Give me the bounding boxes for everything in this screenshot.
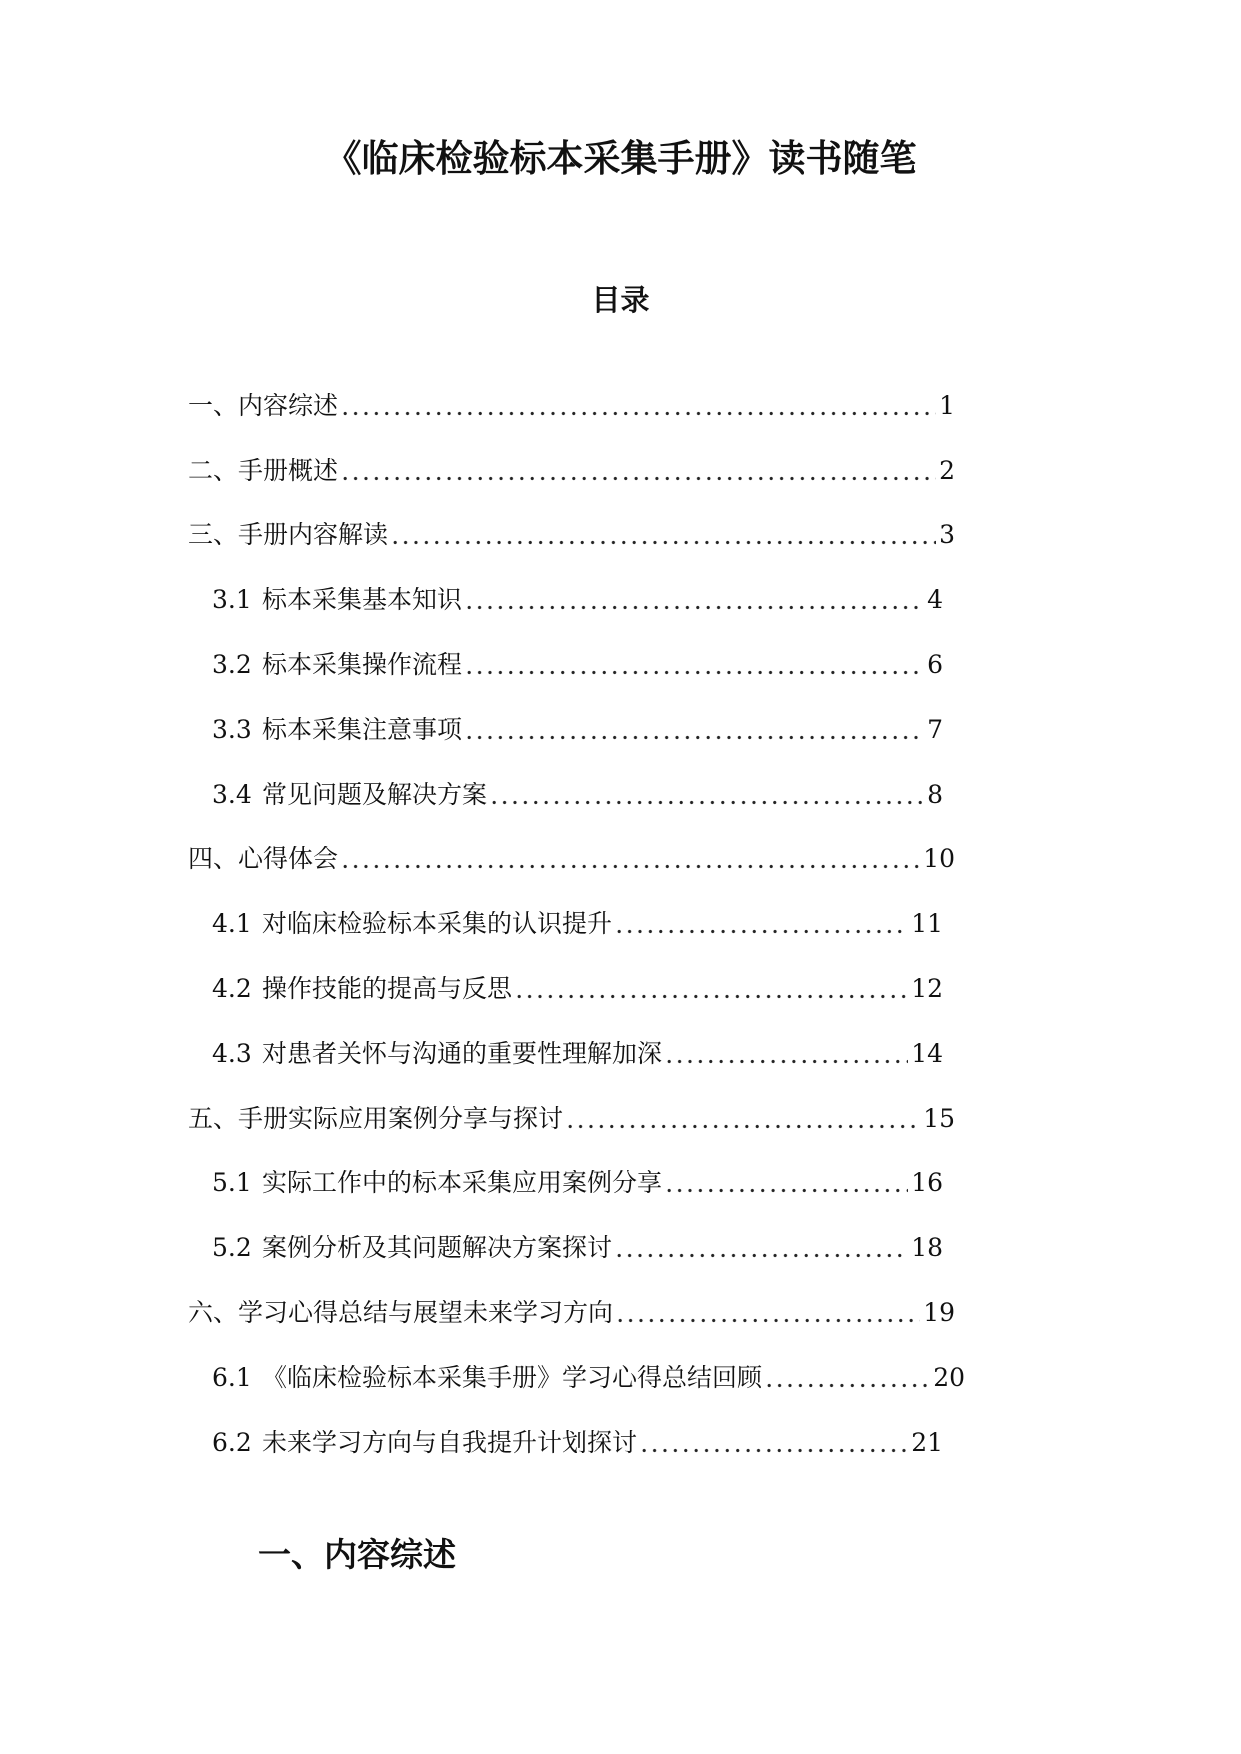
toc-entry-label: 对临床检验标本采集的认识提升 [262,911,613,937]
toc-leader-dots [464,717,924,742]
toc-entry-label: 五、手册实际应用案例分享与探讨 [188,1105,564,1131]
toc-leader-dots [340,846,920,871]
toc-entry-label: 案例分析及其问题解决方案探讨 [262,1235,613,1261]
toc-entry-label: 六、学习心得总结与展望未来学习方向 [188,1300,614,1326]
toc-entry-page-number: 20 [933,1362,965,1392]
toc-leader-dots [615,1300,920,1325]
toc-entry-label: 标本采集注意事项 [262,716,463,742]
toc-entry[interactable] [188,438,955,503]
toc-entry-number: 4.1 [212,909,252,939]
toc-entry-number: 4.2 [212,974,252,1004]
toc-entry-page-number: 1 [939,390,955,420]
toc-entry-label: 《临床检验标本采集手册》学习心得总结回顾 [262,1364,763,1390]
toc-entry-page-number: 18 [911,1233,943,1263]
toc-entry[interactable] [188,1086,955,1151]
toc-entry-page-number: 16 [911,1168,943,1198]
toc-entry-page-number: 21 [911,1427,943,1457]
toc-leader-dots [614,911,908,936]
toc-entry[interactable] [212,1151,943,1216]
toc-entry-page-number: 7 [927,714,943,744]
toc-entry-number: 3.4 [212,779,252,809]
toc-entry-number: 6.2 [212,1427,252,1457]
toc-entry-page-number: 12 [911,974,943,1004]
toc-entry-number: 5.1 [212,1168,252,1198]
toc-heading: 目录 [591,283,650,317]
toc-entry-label: 四、心得体会 [188,846,339,872]
toc-entry-label: 对患者关怀与沟通的重要性理解加深 [262,1040,663,1066]
toc-entry-number: 5.2 [212,1233,252,1263]
toc-entry[interactable] [212,956,943,1021]
toc-leader-dots [639,1430,908,1455]
toc-entry[interactable] [212,891,943,956]
toc-entry-page-number: 4 [927,585,943,615]
section-heading: 一、内容综述 [258,1535,456,1574]
toc-entry-label: 操作技能的提高与反思 [262,976,513,1002]
toc-entry-page-number: 19 [923,1298,955,1328]
toc-entry-number: 3.3 [212,714,252,744]
toc-entry[interactable] [188,503,955,568]
toc-entry-page-number: 2 [939,455,955,485]
toc-leader-dots [614,1235,908,1260]
toc-entry[interactable] [212,762,943,827]
toc-entry-page-number: 10 [923,844,955,874]
toc-entry-page-number: 14 [911,1038,943,1068]
toc-entry-label: 三、手册内容解读 [188,522,389,548]
toc-leader-dots [390,522,936,547]
toc-entry-page-number: 15 [923,1103,955,1133]
toc-entry[interactable] [212,1215,943,1280]
toc-entry-number: 6.1 [212,1362,252,1392]
document-title: 《临床检验标本采集手册》读书随笔 [324,136,917,180]
toc-entry[interactable] [212,697,943,762]
toc-entry-label: 一、内容综述 [188,392,339,418]
toc-list [0,373,1241,1475]
toc-entry-page-number: 3 [939,520,955,550]
toc-leader-dots [489,782,924,807]
toc-leader-dots [340,458,936,483]
toc-entry-label: 标本采集基本知识 [262,587,463,613]
toc-leader-dots [664,1170,908,1195]
toc-leader-dots [764,1365,930,1390]
toc-entry[interactable] [188,827,955,892]
toc-entry[interactable] [188,373,955,438]
toc-leader-dots [565,1106,920,1131]
toc-entry[interactable] [212,567,943,632]
toc-entry[interactable] [212,1345,965,1410]
toc-entry-page-number: 6 [927,650,943,680]
toc-entry-page-number: 11 [911,909,943,939]
toc-entry-label: 标本采集操作流程 [262,652,463,678]
toc-leader-dots [464,587,924,612]
toc-entry[interactable] [212,1021,943,1086]
toc-entry-label: 实际工作中的标本采集应用案例分享 [262,1170,663,1196]
toc-entry[interactable] [188,1280,955,1345]
toc-entry-label: 二、手册概述 [188,457,339,483]
toc-leader-dots [664,1041,908,1066]
toc-entry-number: 3.2 [212,650,252,680]
toc-entry-number: 3.1 [212,585,252,615]
toc-entry[interactable] [212,1410,943,1475]
toc-entry-label: 常见问题及解决方案 [262,781,488,807]
toc-leader-dots [340,393,936,418]
toc-leader-dots [514,976,908,1001]
toc-entry-label: 未来学习方向与自我提升计划探讨 [262,1429,638,1455]
toc-entry[interactable] [212,632,943,697]
toc-leader-dots [464,652,924,677]
toc-entry-page-number: 8 [927,779,943,809]
toc-entry-number: 4.3 [212,1038,252,1068]
